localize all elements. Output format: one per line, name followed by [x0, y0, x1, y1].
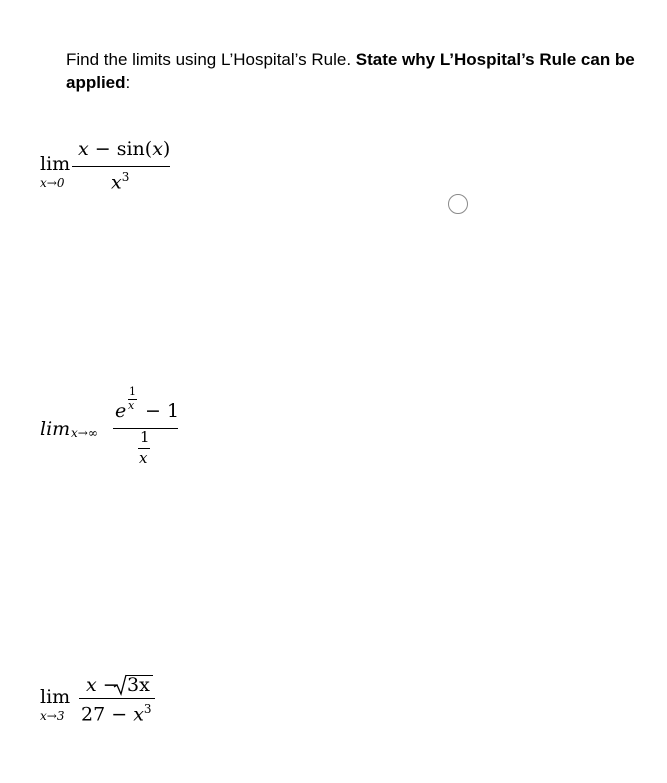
numerator-2-base: e — [115, 400, 127, 422]
numerator-2-exp-top: 1 — [129, 385, 136, 398]
answer-radio[interactable] — [448, 194, 468, 214]
instructions-plain: Find the limits using L’Hospital’s Rule. — [66, 50, 356, 69]
instructions-bold: State why L’Hospital’s Rule can be applied — [66, 50, 635, 92]
lim-sub-1: x→0 — [40, 176, 65, 190]
lim-label-2: lim — [40, 418, 71, 440]
fraction-bar-3 — [79, 698, 155, 699]
denominator-1: $x^3$ — [111, 170, 130, 194]
numerator-1: x − sin(x) — [78, 138, 171, 160]
denominator-2-bottom: x — [139, 449, 148, 467]
lim-sub-3: x→3 — [40, 709, 65, 723]
denominator-3: $27 - x^3$ — [81, 702, 152, 726]
numerator-2-exp-bottom: x — [128, 399, 135, 412]
instructions — [66, 48, 646, 94]
numerator-3-x: x − — [86, 674, 119, 696]
sqrt-icon — [113, 674, 127, 696]
lim-label-3: lim — [40, 686, 71, 708]
numerator-2-rest: − 1 — [145, 400, 180, 422]
lim-sub-2: x→∞ — [71, 426, 98, 440]
fraction-bar-1 — [72, 166, 170, 167]
numerator-3-rad: 3x — [127, 674, 150, 696]
lim-label-1: lim — [40, 153, 71, 175]
denominator-2-top: 1 — [140, 428, 150, 446]
instructions-end: : — [125, 73, 131, 92]
